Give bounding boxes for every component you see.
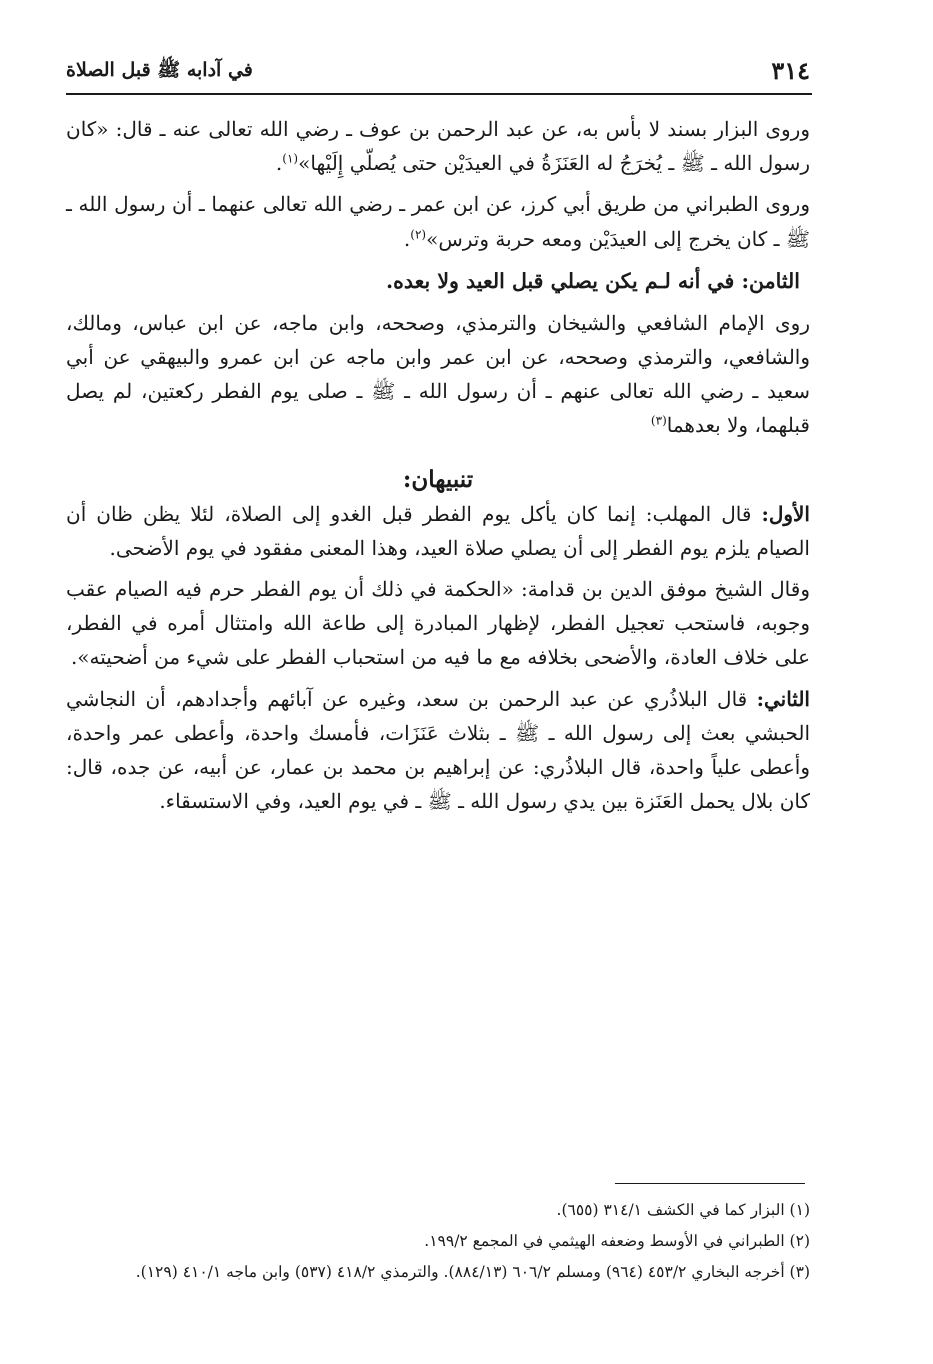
footnote-ref-1[interactable]: (١) — [282, 151, 299, 166]
heading-eighth: الثامن: في أنه لـم يكن يصلي قبل العيد ولا بعده. — [385, 268, 800, 293]
running-title: في آدابه ﷺ قبل الصلاة — [66, 59, 253, 81]
section-title-notes: تنبيهان: — [402, 465, 474, 493]
footnote-3: (٣) أخرجه البخاري ٤٥٣/٢ (٩٦٤) ومسلم ٦٠٦/٢ (٨٨٤/١٣). والترمذي ٤١٨/٢ (٥٣٧) وابن ماجه ٤١٠/١ (١٢٩). — [135, 1263, 810, 1281]
page-number: ٣١٤ — [771, 56, 810, 85]
paragraph-tabarani: وروى الطبراني من طريق أبي كرز، عن ابن عمر ـ رضي الله تعالى عنهما ـ أن رسول الله ـ ﷺ ـ كان يخرج إلى العيدَيْن ومعه حربة وترس»$^{(٢)}$. — [66, 192, 810, 251]
footnotes — [66, 1195, 810, 1288]
first-note-label: الأول: — [761, 501, 810, 526]
footnote-divider — [615, 1183, 805, 1184]
page-header — [66, 56, 810, 86]
main-text — [66, 112, 810, 818]
second-note-label: الثاني: — [756, 686, 810, 711]
footnote-ref-3[interactable]: (٣) — [650, 413, 667, 428]
header-divider — [66, 93, 812, 95]
footnote-1: (١) البزار كما في الكشف ٣١٤/١ (٦٥٥). — [556, 1201, 810, 1219]
footnote-2: (٢) الطبراني في الأوسط وضعفه الهيثمي في المجمع ١٩٩/٢. — [424, 1232, 810, 1250]
paragraph-shafii: روى الإمام الشافعي والشيخان والترمذي، وصححه، وابن ماجه، عن ابن عباس، ومالك، والشافعي، والترمذي وصححه، عن ابن عمر وابن ماجه عن ابن عمرو والبيهقي عن أبي سعيد ـ رضي الله تعالى عنهم ـ أن رسول الله ـ ﷺ ـ صلى يوم الفطر ركعتين، لم يصل قبلهما، ولا بعدهما$^{(٣)}$ — [66, 310, 810, 438]
paragraph-ibn-qudama: وقال الشيخ موفق الدين بن قدامة: «الحكمة في ذلك أن يوم الفطر حرم فيه الصيام عقب وجوبه، فاستحب تعجيل الفطر، لإظهار المبادرة إلى طاعة الله وامتثال أمره في الفطر، على خلاف العادة، والأضحى بخلافه مع ما فيه من استحباب الفطر على شيء من أضحيته». — [66, 577, 810, 670]
footnote-ref-2[interactable]: (٢) — [410, 226, 427, 241]
paragraph-bazzar: وروى البزار بسند لا بأس به، عن عبد الرحمن بن عوف ـ رضي الله تعالى عنه ـ قال: «كان رسول الله ـ ﷺ ـ يُخرَجُ له العَنَزَةُ في العيدَيْن حتى يُصلّي إِلَيْها»$^{(١)}$. — [66, 117, 810, 176]
paragraph-second-note: الثاني: قال البلاذُري عن عبد الرحمن بن سعد، وغيره عن آبائهم وأجدادهم، أن النجاشي الحبشي بعث إلى رسول الله ـ ﷺ ـ بثلاث عَنَزَات، فأمسك واحدة، وأعطى عمر واحدة، وأعطى علياً واحدة، قال البلاذُري: عن إبراهيم بن محمد بن عمار، عن أبيه، عن جده، قال: كان بلال يحمل العَنَزة بين يدي رسول الله ـ ﷺ ـ في يوم العيد، وفي الاستسقاء. — [66, 686, 810, 814]
paragraph-first-note: الأول: قال المهلب: إنما كان يأكل يوم الفطر قبل الغدو إلى الصلاة، لئلا يظن ظان أن الصيام يلزم يوم الفطر إلى أن يصلي صلاة العيد، وهذا المعنى مفقود في يوم الأضحى. — [66, 501, 810, 560]
